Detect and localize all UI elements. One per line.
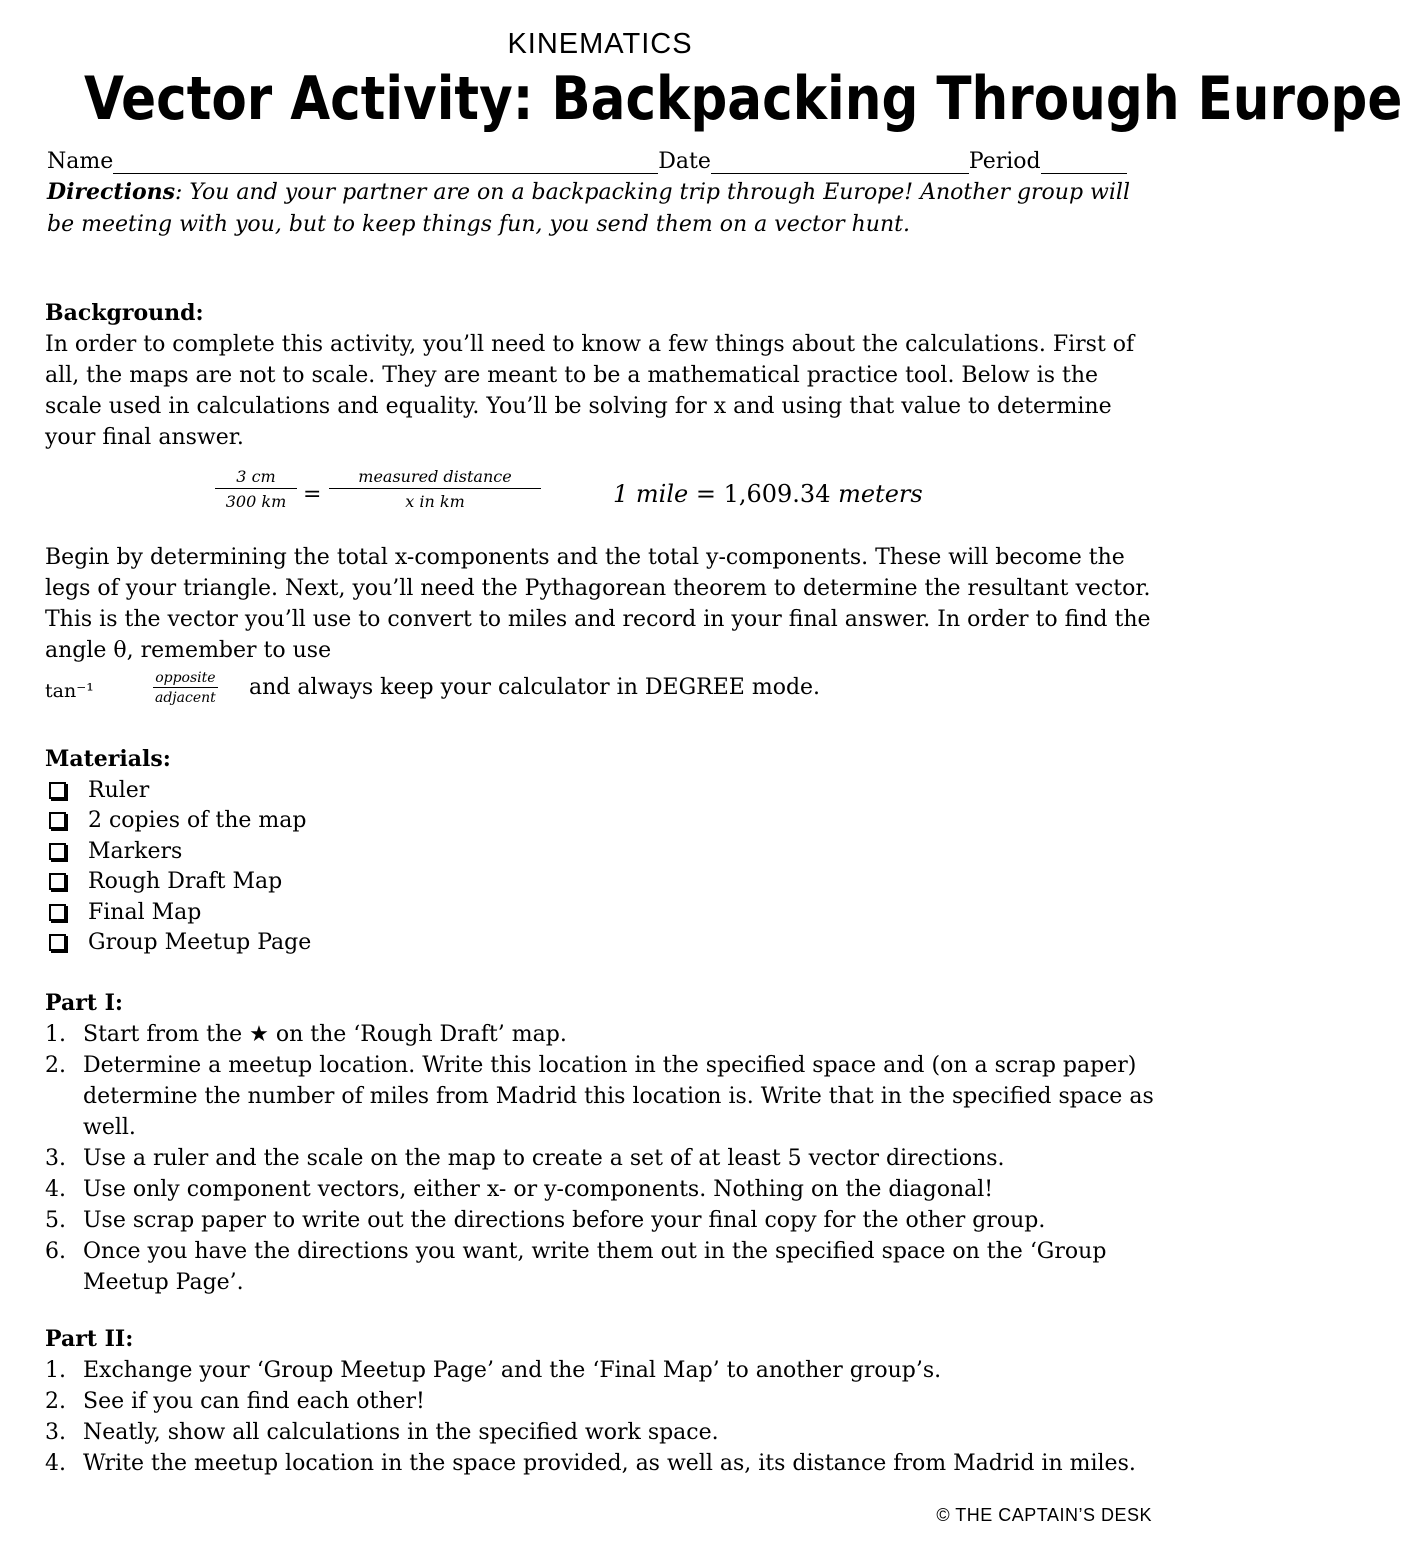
- scale-left-numerator: 3 cm: [236, 467, 276, 486]
- list-item: [45, 806, 1160, 837]
- background-heading: Background:: [45, 300, 204, 326]
- scale-fraction-right: [329, 466, 541, 513]
- checkbox-icon[interactable]: [49, 934, 66, 951]
- step-text: Exchange your ‘Group Meetup Page’ and the ‘Final Map’ to another group’s.: [83, 1358, 942, 1383]
- materials-heading: Materials:: [45, 746, 171, 772]
- part1-section: [45, 988, 1160, 1298]
- scale-formula: [215, 466, 975, 526]
- checkbox-icon[interactable]: [49, 812, 66, 829]
- background-paragraph-2: Begin by determining the total x-components and the total y-components. These will become the legs of your triangle. Next, you’ll need the Pythagorean theorem to determine the resultant vector. This is the vector you’ll use to convert to miles and record in your final answer. In order to find the angle θ, remember to use: [45, 545, 1151, 663]
- tan-fraction: [153, 670, 218, 707]
- mile-left: 1 mile: [613, 480, 689, 508]
- checkbox-icon[interactable]: [49, 873, 66, 890]
- scale-right-denominator: x in km: [329, 488, 541, 513]
- copyright-footer: © THE CAPTAIN’S DESK: [936, 1505, 1152, 1525]
- checkbox-icon[interactable]: [49, 843, 66, 860]
- tangent-line: [45, 670, 1145, 714]
- step-number: 2.: [45, 1389, 66, 1414]
- step-text: See if you can find each other!: [83, 1389, 425, 1414]
- part1-steps: [45, 1019, 1160, 1298]
- mile-right: meters: [838, 480, 923, 508]
- list-item: [45, 1355, 1160, 1386]
- background-paragraph-1: In order to complete this activity, you’ll need to know a few things about the calculations. First of all, the maps are not to scale. They are meant to be a mathematical practice tool. Below is the scale used in calculations and equality. You’ll be solving for x and using that value to determine your final answer.: [45, 332, 1135, 450]
- part2-steps: [45, 1355, 1160, 1479]
- list-item: [45, 1386, 1160, 1417]
- step-text: Use scrap paper to write out the directions before your final copy for the other group.: [83, 1208, 1046, 1233]
- list-item: [45, 1205, 1160, 1236]
- list-item: [45, 1417, 1160, 1448]
- name-blank[interactable]: [113, 151, 658, 174]
- list-item: [45, 897, 1160, 928]
- step-text: Determine a meetup location. Write this location in the specified space and (on a scrap paper) determine the number of miles from Madrid this location is. Write that in the specified space as well.: [83, 1053, 1154, 1140]
- period-blank[interactable]: [1041, 151, 1127, 174]
- list-item: [45, 1143, 1160, 1174]
- materials-list: [45, 775, 1160, 958]
- list-item: [45, 1050, 1160, 1143]
- list-item: [45, 836, 1160, 867]
- step-text: Start from the ★ on the ‘Rough Draft’ map.: [83, 1022, 567, 1047]
- list-item: [45, 867, 1160, 898]
- material-label: Ruler: [88, 777, 150, 803]
- list-item: [45, 1019, 1160, 1050]
- directions-label: Directions: [47, 179, 175, 205]
- step-number: 1.: [45, 1358, 66, 1383]
- step-text: Use a ruler and the scale on the map to create a set of at least 5 vector directions.: [83, 1146, 1005, 1171]
- tan-numerator: opposite: [155, 670, 216, 686]
- material-label: Group Meetup Page: [88, 930, 312, 956]
- tan-denominator: adjacent: [153, 687, 218, 707]
- step-number: 4.: [45, 1177, 66, 1202]
- scale-equals: =: [303, 482, 322, 507]
- step-number: 5.: [45, 1208, 66, 1233]
- date-label: Date: [658, 149, 711, 174]
- list-item: [45, 1448, 1160, 1479]
- directions: [47, 176, 1157, 241]
- step-text: Neatly, show all calculations in the specified work space.: [83, 1420, 719, 1445]
- scale-right-numerator: measured distance: [358, 467, 512, 486]
- name-label: Name: [47, 149, 114, 174]
- list-item: [45, 1236, 1160, 1298]
- mile-conversion: [613, 480, 923, 508]
- step-text: Once you have the directions you want, write them out in the specified space on the ‘Group Meetup Page’.: [83, 1239, 1107, 1295]
- step-number: 3.: [45, 1146, 66, 1171]
- scale-fraction-left: [215, 466, 297, 513]
- material-label: 2 copies of the map: [88, 808, 307, 834]
- part2-section: [45, 1324, 1160, 1479]
- step-number: 1.: [45, 1022, 66, 1047]
- background-section: [45, 298, 1160, 453]
- step-number: 2.: [45, 1053, 66, 1078]
- checkbox-icon[interactable]: [49, 782, 66, 799]
- list-item: [45, 1174, 1160, 1205]
- tan-inverse-label: tan⁻¹: [45, 680, 94, 702]
- material-label: Markers: [88, 838, 183, 864]
- name-date-period-row: [47, 144, 1152, 174]
- scale-left-denominator: 300 km: [215, 488, 297, 513]
- step-number: 3.: [45, 1420, 66, 1445]
- list-item: [45, 775, 1160, 806]
- date-blank[interactable]: [711, 151, 969, 174]
- step-number: 6.: [45, 1239, 66, 1264]
- directions-text: : You and your partner are on a backpacking trip through Europe! Another group will be meeting with you, but to keep things fun, you send them on a vector hunt.: [47, 180, 1130, 237]
- part1-heading: Part I:: [45, 990, 124, 1016]
- step-text: Use only component vectors, either x- or y-components. Nothing on the diagonal!: [83, 1177, 994, 1202]
- mile-mid: = 1,609.34: [688, 480, 839, 508]
- step-text: Write the meetup location in the space provided, as well as, its distance from Madrid in miles.: [83, 1451, 1136, 1476]
- list-item: [45, 928, 1160, 959]
- tan-rest-text: and always keep your calculator in DEGREE mode.: [249, 675, 821, 700]
- background-paragraph-2-wrap: [45, 542, 1160, 666]
- subject-kicker: KINEMATICS: [507, 28, 693, 60]
- material-label: Final Map: [88, 899, 202, 925]
- materials-section: [45, 744, 1160, 958]
- checkbox-icon[interactable]: [49, 904, 66, 921]
- material-label: Rough Draft Map: [88, 869, 283, 895]
- period-label: Period: [968, 149, 1041, 174]
- part2-heading: Part II:: [45, 1326, 134, 1352]
- page-title: Vector Activity: Backpacking Through Europe: [84, 64, 1402, 134]
- step-number: 4.: [45, 1451, 66, 1476]
